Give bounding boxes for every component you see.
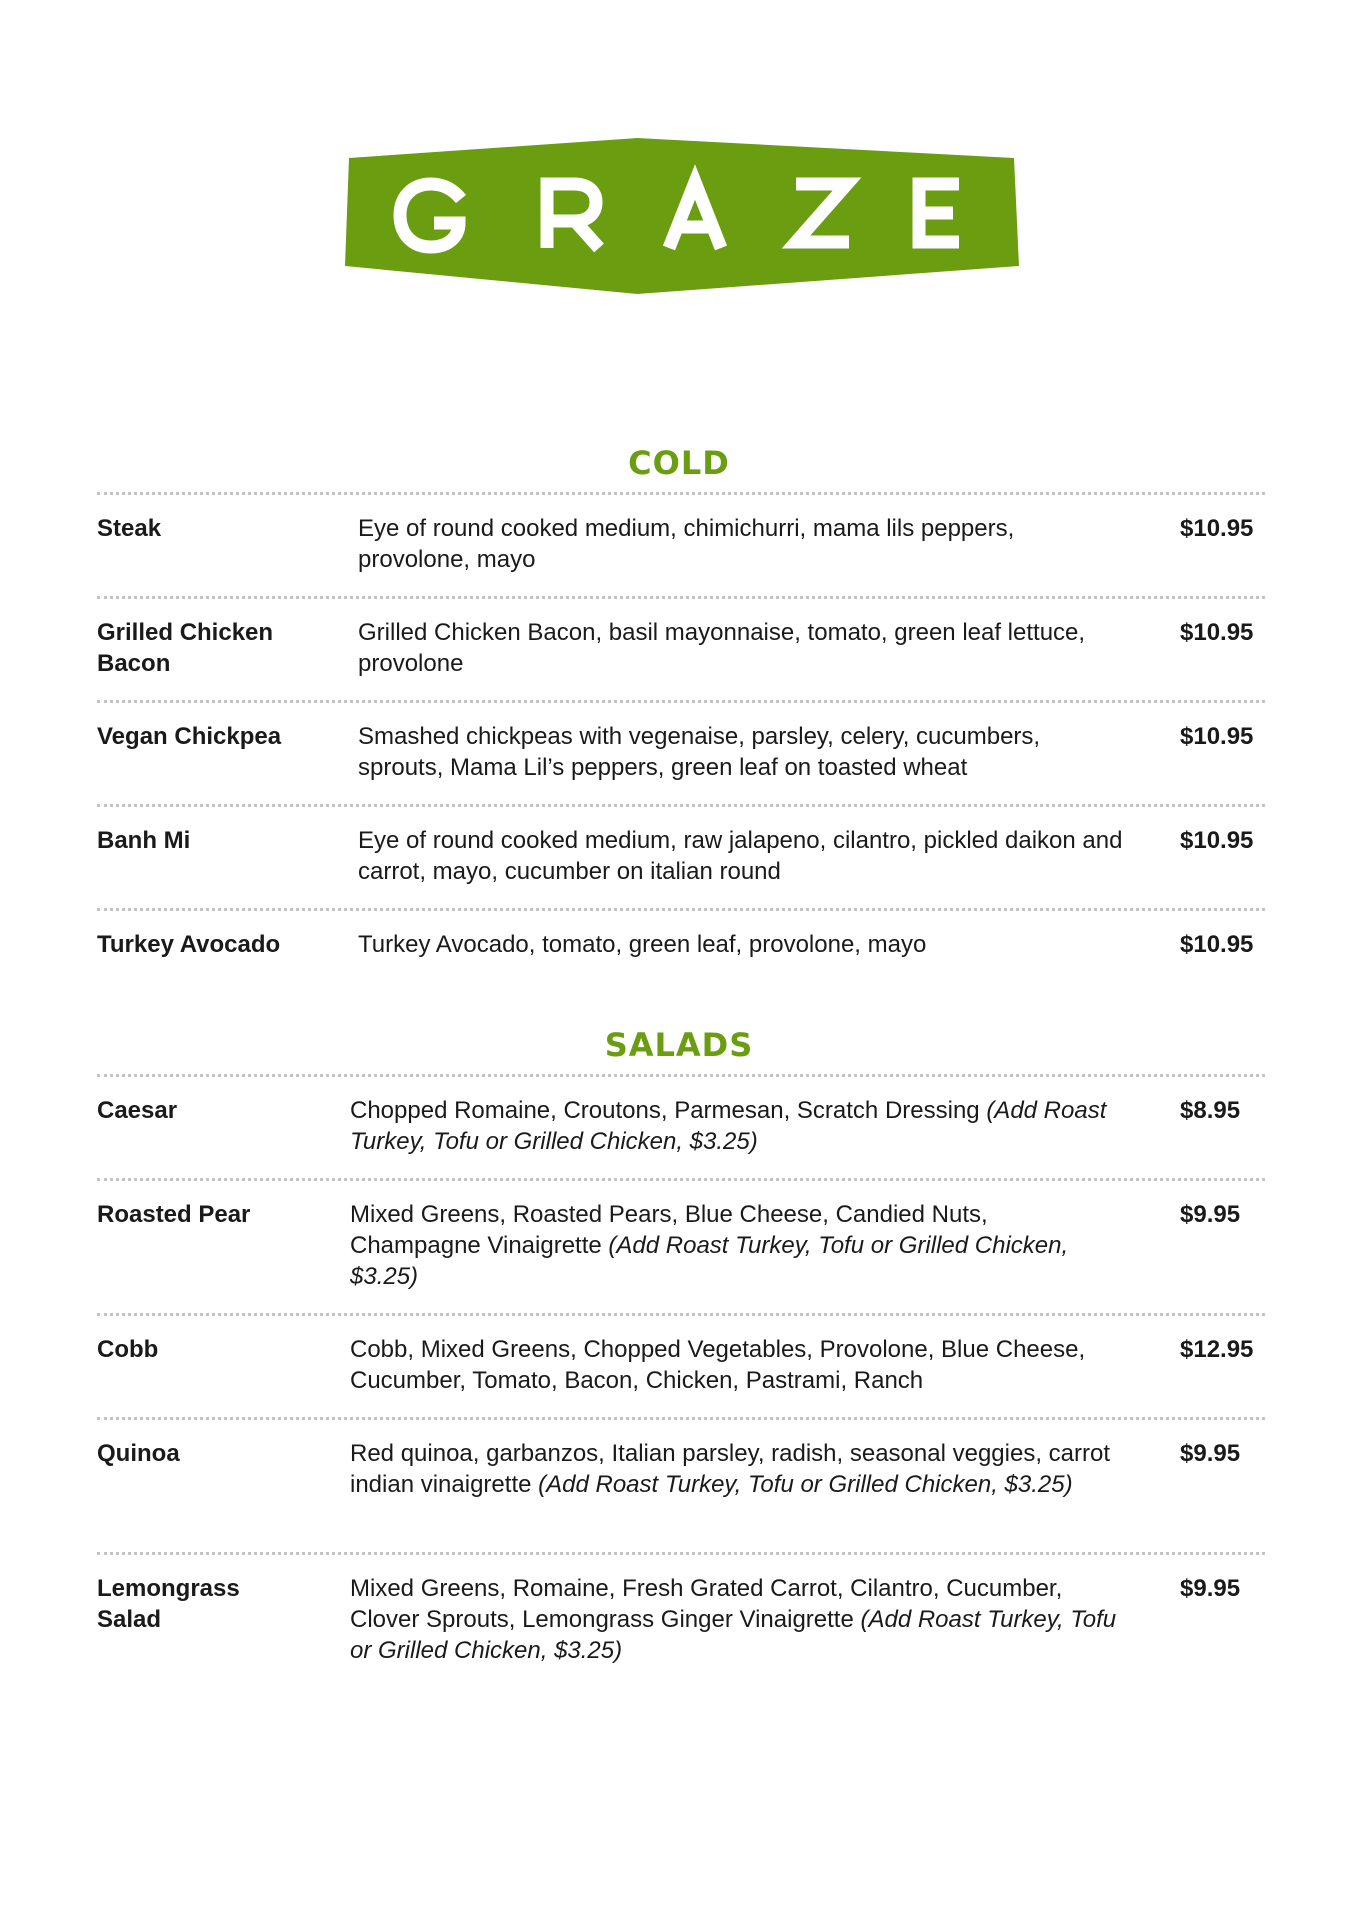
item-description-text: Cobb, Mixed Greens, Chopped Vegetables, Provolone, Blue Cheese, Cucumber, Tomato, Bacon, Chicken, Pastrami, Ranch: [350, 1336, 1086, 1394]
item-add-on-note: (Add Roast Turkey, Tofu or Grilled Chicken, $3.25): [350, 1606, 1117, 1664]
item-name: Turkey Avocado: [97, 931, 281, 958]
item-description: Eye of round cooked medium, chimichurri, mama lils peppers, provolone, mayo: [358, 515, 1015, 573]
item-name: Steak: [97, 515, 162, 542]
section-title-cold: COLD: [628, 444, 730, 482]
salads-menu-list: [97, 1074, 1265, 1687]
item-description: Smashed chickpeas with vegenaise, parsley, celery, cucumbers, sprouts, Mama Lil’s peppers, green leaf on toasted wheat: [358, 723, 1041, 781]
item-description-text: Chopped Romaine, Croutons, Parmesan, Scratch Dressing: [350, 1097, 987, 1124]
menu-item-lemongrass-salad: [97, 1552, 1265, 1687]
item-name: Cobb: [97, 1336, 159, 1363]
menu-item-caesar: [97, 1074, 1265, 1178]
item-description-text: Mixed Greens, Roasted Pears, Blue Cheese, Candied Nuts, Champagne Vinaigrette: [350, 1201, 988, 1259]
item-name: Grilled Chicken Bacon: [97, 619, 274, 677]
item-name: Quinoa: [97, 1440, 180, 1467]
section-title-salads: SALADS: [604, 1026, 754, 1064]
item-price: $10.95: [1180, 723, 1254, 750]
menu-item-cobb: [97, 1313, 1265, 1417]
item-price: $12.95: [1180, 1336, 1254, 1363]
item-price: $8.95: [1180, 1097, 1241, 1124]
item-description: [350, 1199, 1120, 1292]
menu-item-turkey-avocado: [97, 908, 1265, 988]
menu-item-grilled-chicken-bacon: [97, 596, 1265, 700]
item-add-on-note: (Add Roast Turkey, Tofu or Grilled Chicken, $3.25): [538, 1471, 1073, 1498]
item-name: Vegan Chickpea: [97, 723, 282, 750]
menu-item-steak: [97, 492, 1265, 596]
graze-logo: [345, 138, 1023, 294]
item-price: $10.95: [1180, 827, 1254, 854]
item-description: Grilled Chicken Bacon, basil mayonnaise, tomato, green leaf lettuce, provolone: [358, 619, 1086, 677]
item-description: [350, 1095, 1120, 1157]
cold-menu-list: [97, 492, 1265, 988]
item-add-on-note: (Add Roast Turkey, Tofu or Grilled Chicken, $3.25): [350, 1097, 1107, 1155]
item-description: [350, 1573, 1120, 1666]
menu-item-roasted-pear: [97, 1178, 1265, 1313]
item-add-on-note: (Add Roast Turkey, Tofu or Grilled Chicken, $3.25): [350, 1232, 1069, 1290]
item-description-text: Mixed Greens, Romaine, Fresh Grated Carrot, Cilantro, Cucumber, Clover Sprouts, Lemongrass Ginger Vinaigrette: [350, 1575, 1063, 1633]
item-price: $10.95: [1180, 931, 1254, 958]
item-description: [350, 1334, 1120, 1396]
item-description: Eye of round cooked medium, raw jalapeno, cilantro, pickled daikon and carrot, mayo, cucumber on italian round: [358, 827, 1123, 885]
menu-item-banh-mi: [97, 804, 1265, 908]
item-name: Banh Mi: [97, 827, 191, 854]
item-price: $10.95: [1180, 515, 1254, 542]
item-price: $9.95: [1180, 1440, 1241, 1467]
item-name: Caesar: [97, 1097, 178, 1124]
item-name: Lemongrass Salad: [97, 1575, 240, 1633]
item-description: [350, 1438, 1120, 1500]
item-price: $9.95: [1180, 1575, 1241, 1602]
item-description-text: Red quinoa, garbanzos, Italian parsley, radish, seasonal veggies, carrot indian vinaigrette: [350, 1440, 1110, 1498]
item-name: Roasted Pear: [97, 1201, 251, 1228]
menu-item-quinoa: [97, 1417, 1265, 1552]
item-price: $9.95: [1180, 1201, 1241, 1228]
menu-item-vegan-chickpea: [97, 700, 1265, 804]
item-price: $10.95: [1180, 619, 1254, 646]
item-description: Turkey Avocado, tomato, green leaf, provolone, mayo: [358, 931, 927, 958]
